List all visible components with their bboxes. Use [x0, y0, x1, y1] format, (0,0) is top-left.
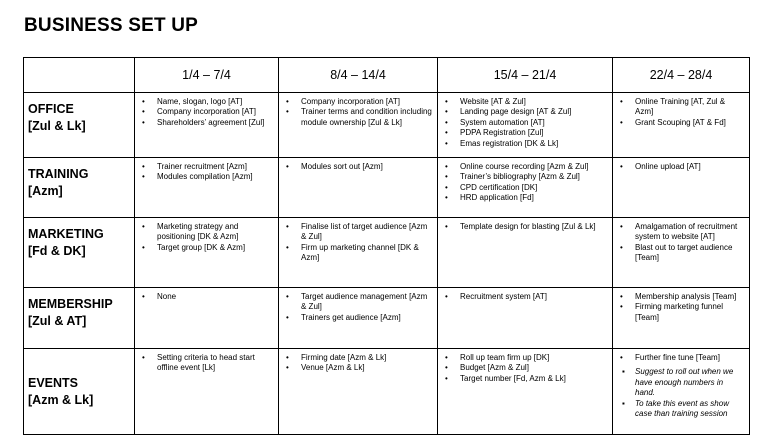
list-item: • CPD certification [DK] [460, 183, 608, 193]
list-item: • Emas registration [DK & Lk] [460, 139, 608, 149]
cell-training-week3 [438, 158, 613, 218]
cell-events-week2 [279, 349, 438, 435]
row-owner: [Zul & AT] [28, 314, 87, 328]
row-header-membership [24, 288, 135, 349]
list-item: • Trainer recruitment [Azm] [157, 162, 274, 172]
list-item: • Name, slogan, logo [AT] [157, 97, 274, 107]
table-row-office [24, 93, 750, 158]
list-item: • Finalise list of target audience [Azm & Zul] [301, 222, 433, 243]
cell-events-week3 [438, 349, 613, 435]
list-item: • Venue [Azm & Lk] [301, 363, 433, 373]
row-header-marketing [24, 218, 135, 288]
cell-events-week1 [135, 349, 279, 435]
row-label: TRAINING [28, 167, 89, 181]
list-item: • Amalgamation of recruitment system to website [AT] [635, 222, 745, 243]
table-row-membership [24, 288, 750, 349]
list-item: • None [157, 292, 274, 302]
list-item: • Marketing strategy and positioning [DK & Azm] [157, 222, 274, 243]
list-item: • Recruitment system [AT] [460, 292, 608, 302]
list-item: • HRD application [Fd] [460, 193, 608, 203]
list-item: • Online upload [AT] [635, 162, 745, 172]
note-item: ▪ To take this event as show case than training session [635, 399, 745, 420]
cell-membership-week1 [135, 288, 279, 349]
schedule-table [23, 57, 750, 435]
list-item: • Further fine tune [Team] [635, 353, 745, 363]
list-item: • Roll up team firm up [DK] [460, 353, 608, 363]
row-label: MEMBERSHIP [28, 297, 113, 311]
header-row [24, 58, 750, 93]
cell-office-week1 [135, 93, 279, 158]
row-owner: [Zul & Lk] [28, 119, 86, 133]
table-row-training [24, 158, 750, 218]
table-row-events [24, 349, 750, 435]
row-owner: [Azm] [28, 184, 63, 198]
list-item: • Budget [Azm & Zul] [460, 363, 608, 373]
cell-office-week4 [613, 93, 750, 158]
cell-membership-week4 [613, 288, 750, 349]
row-label: MARKETING [28, 227, 104, 241]
cell-marketing-week2 [279, 218, 438, 288]
cell-membership-week2 [279, 288, 438, 349]
list-item: • Trainer’s bibliography [Azm & Zul] [460, 172, 608, 182]
list-item: • Company incorporation [AT] [157, 107, 274, 117]
cell-training-week1 [135, 158, 279, 218]
header-cell-week4: 22/4 – 28/4 [613, 58, 750, 93]
cell-office-week2 [279, 93, 438, 158]
cell-membership-week3 [438, 288, 613, 349]
cell-events-week4 [613, 349, 750, 435]
note-item: ▪ Suggest to roll out when we have enough numbers in hand. [635, 367, 745, 398]
row-owner: [Azm & Lk] [28, 392, 94, 407]
list-item: • Target number [Fd, Azm & Lk] [460, 374, 608, 384]
cell-training-week4 [613, 158, 750, 218]
row-header-training [24, 158, 135, 218]
list-item: • System automation [AT] [460, 118, 608, 128]
row-label: OFFICE [28, 102, 74, 116]
list-item: • Online Training [AT, Zul & Azm] [635, 97, 745, 118]
list-item: • Modules compilation [Azm] [157, 172, 274, 182]
list-item: • Membership analysis [Team] [635, 292, 745, 302]
list-item: • Modules sort out [Azm] [301, 162, 433, 172]
row-label: EVENTS [28, 375, 79, 390]
list-item: • Firming marketing funnel [Team] [635, 302, 745, 323]
row-header-office [24, 93, 135, 158]
list-item: • Company incorporation [AT] [301, 97, 433, 107]
list-item: • Grant Scouping [AT & Fd] [635, 118, 745, 128]
list-item: • Target audience management [Azm & Zul] [301, 292, 433, 313]
list-item: • Website [AT & Zul] [460, 97, 608, 107]
list-item: • Shareholders’ agreement [Zul] [157, 118, 274, 128]
list-item: • Trainers get audience [Azm] [301, 313, 433, 323]
list-item: • Online course recording [Azm & Zul] [460, 162, 608, 172]
list-item: • PDPA Registration [Zul] [460, 128, 608, 138]
list-item: • Template design for blasting [Zul & Lk] [460, 222, 608, 232]
cell-training-week2 [279, 158, 438, 218]
list-item: • Target group [DK & Azm] [157, 243, 274, 253]
cell-marketing-week3 [438, 218, 613, 288]
row-owner: [Fd & DK] [28, 244, 86, 258]
cell-marketing-week4 [613, 218, 750, 288]
cell-office-week3 [438, 93, 613, 158]
list-item: • Firm up marketing channel [DK & Azm] [301, 243, 433, 264]
list-item: • Blast out to target audience [Team] [635, 243, 745, 264]
cell-marketing-week1 [135, 218, 279, 288]
header-cell-week1: 1/4 – 7/4 [135, 58, 279, 93]
page-title: BUSINESS SET UP [24, 15, 199, 36]
header-cell-week2: 8/4 – 14/4 [279, 58, 438, 93]
header-cell-blank [24, 58, 135, 93]
header-cell-week3: 15/4 – 21/4 [438, 58, 613, 93]
row-header-events [24, 349, 135, 435]
list-item: • Setting criteria to head start offline event [Lk] [157, 353, 274, 374]
table-row-marketing [24, 218, 750, 288]
list-item: • Landing page design [AT & Zul] [460, 107, 608, 117]
list-item: • Firming date [Azm & Lk] [301, 353, 433, 363]
list-item: • Trainer terms and condition including module ownership [Zul & Lk] [301, 107, 433, 128]
